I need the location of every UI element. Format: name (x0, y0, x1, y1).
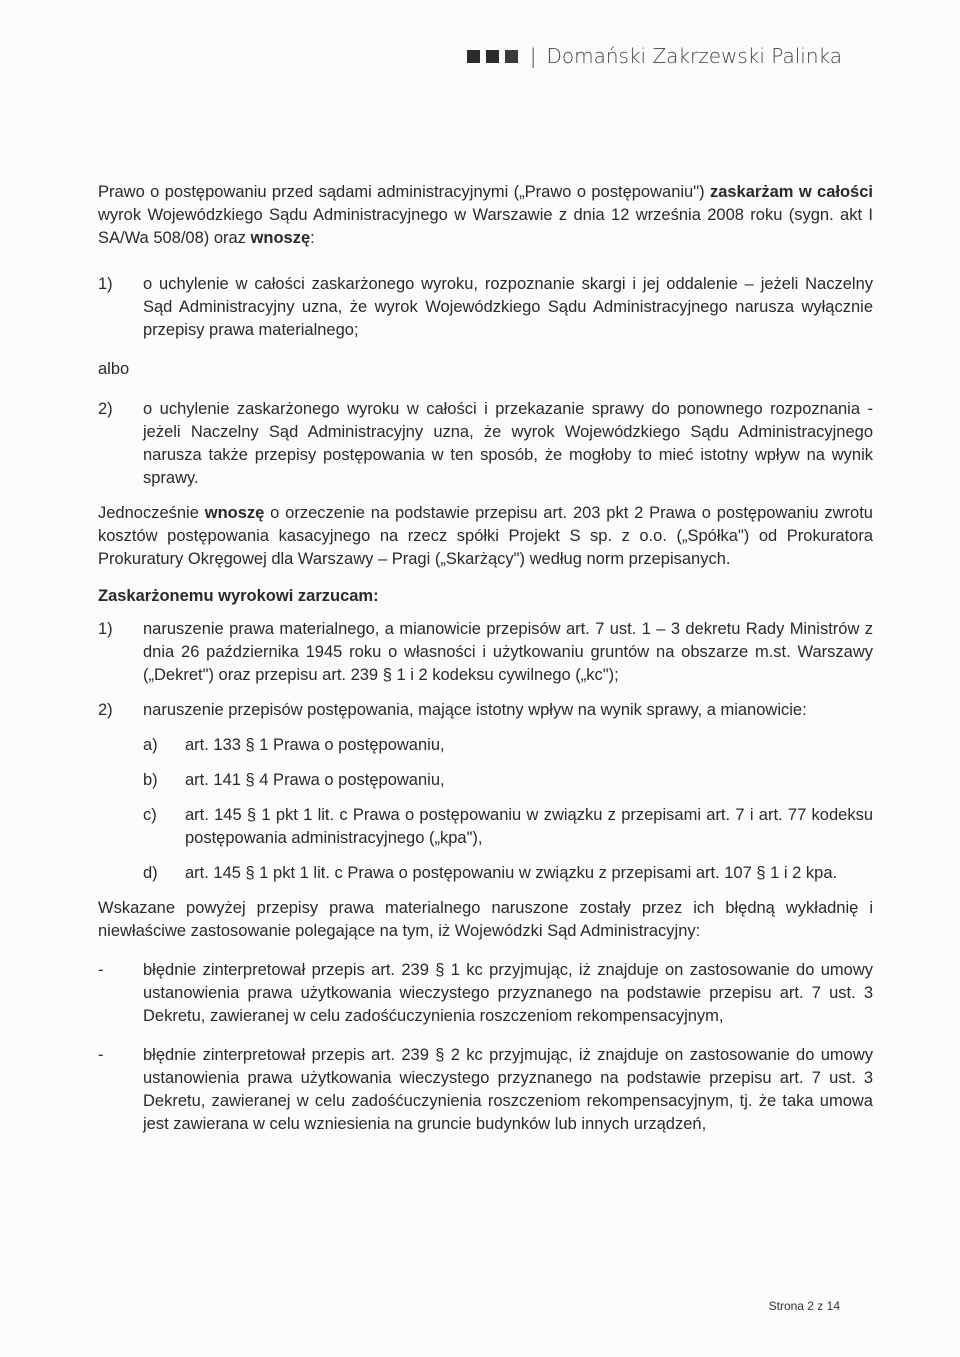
intro-emphasis: zaskarżam w całości (709, 183, 873, 201)
charge-number: 1) (98, 620, 113, 638)
bullet-dash: - (98, 1046, 104, 1064)
request-text: o uchylenie w całości zaskarżonego wyroku, rozpoznanie skargi i jej oddalenie – jeżeli Naczelny Sąd Administracyjny uzna, że wyrok Wojewódzkiego Sądu Administracyjnego narusza wyłącznie przepisy prawa materialnego; (143, 275, 873, 339)
header-separator: | (529, 44, 537, 68)
charge-number: 2) (98, 701, 113, 719)
explanation-bullet (98, 1044, 873, 1136)
sub-charge-item (143, 769, 873, 792)
sub-charge-letter: c) (143, 806, 157, 824)
charge-text: naruszenie prawa materialnego, a mianowicie przepisów art. 7 ust. 1 – 3 dekretu Rady Ministrów z dnia 26 października 1945 roku o własności i użytkowaniu gruntów na obszarze m.st. Warszawy („Dekret") oraz przepisu art. 239 § 1 i 2 kodeksu cywilnego („kc"); (143, 620, 873, 684)
intro-emphasis: wnoszę (250, 229, 311, 247)
sub-charge-item (143, 804, 873, 850)
bullet-dash: - (98, 961, 104, 979)
intro-text: wyrok Wojewódzkiego Sądu Administracyjnego w Warszawie z dnia 12 września 2008 roku (sygn. akt I SA/Wa 508/08) oraz (98, 206, 873, 247)
logo-square-icon (486, 50, 499, 63)
charge-text: naruszenie przepisów postępowania, mające istotny wpływ na wynik sprawy, a mianowicie: (143, 701, 807, 719)
sub-charge-item (143, 734, 873, 757)
sub-charge-letter: a) (143, 736, 158, 754)
charge-item (98, 699, 873, 722)
letterhead (467, 44, 842, 68)
request-number: 1) (98, 275, 113, 293)
bullet-text: błędnie zinterpretował przepis art. 239 § 2 kc przyjmując, iż znajduje on zastosowanie do umowy ustanowienia prawa użytkowania wieczystego przyznanego na podstawie przepisu art. 7 ust. 3 Dekretu, zawieranej w celu zadośćuczynienia roszczeniom rekompensacyjnym, tj. że taka umowa jest zawierana w celu wzniesienia na gruncie budynków lub innych urządzeń, (143, 1046, 873, 1133)
intro-text: : (310, 229, 315, 247)
document-body (98, 181, 873, 1136)
explanation-bullet (98, 959, 873, 1028)
sub-charge-text: art. 133 § 1 Prawa o postępowaniu, (185, 736, 445, 754)
costs-emphasis: wnoszę (204, 504, 265, 522)
request-item (98, 273, 873, 342)
costs-text: o orzeczenie na podstawie przepisu art. 203 pkt 2 Prawa o postępowaniu zwrotu kosztów postępowania kasacyjnego na rzecz spółki Projekt S sp. z o.o. („Spółka") od Prokuratora Prokuratury Okręgowej dla Warszawy – Pragi („Skarżący") według norm przepisanych. (98, 504, 873, 568)
firm-name: Domański Zakrzewski Palinka (546, 44, 842, 68)
intro-paragraph (98, 181, 873, 250)
charges-heading: Zaskarżonemu wyrokowi zarzucam: (98, 587, 379, 605)
bullet-text: błędnie zinterpretował przepis art. 239 § 1 kc przyjmując, iż znajduje on zastosowanie do umowy ustanowienia prawa użytkowania wieczystego przyznanego na podstawie przepisu art. 7 ust. 3 Dekretu, zawieranej w celu zadośćuczynienia roszczeniom rekompensacyjnym, (143, 961, 873, 1025)
sub-charge-text: art. 145 § 1 pkt 1 lit. c Prawa o postępowaniu w związku z przepisami art. 7 i art. 77 kodeksu postępowania administracyjnego („kpa"), (185, 806, 873, 847)
page-number: Strona 2 z 14 (768, 1299, 840, 1313)
costs-text: Jednocześnie (98, 504, 205, 522)
sub-charge-item (143, 862, 873, 885)
request-number: 2) (98, 400, 113, 418)
sub-charge-text: art. 145 § 1 pkt 1 lit. c Prawa o postępowaniu w związku z przepisami art. 107 § 1 i 2 kpa. (185, 864, 838, 882)
logo-square-icon (505, 50, 518, 63)
request-item (98, 398, 873, 490)
costs-paragraph (98, 502, 873, 571)
logo-square-icon (467, 50, 480, 63)
request-text: o uchylenie zaskarżonego wyroku w całości i przekazanie sprawy do ponownego rozpoznania - jeżeli Naczelny Sąd Administracyjny uzna, że wyrok Wojewódzkiego Sądu Administracyjnego narusza także przepisy postępowania w ten sposób, że mogłoby to mieć istotny wpływ na wynik sprawy. (143, 400, 873, 487)
intro-text: Prawo o postępowaniu przed sądami administracyjnymi („Prawo o postępowaniu") (98, 183, 710, 201)
sub-charge-letter: b) (143, 771, 158, 789)
charge-item (98, 618, 873, 687)
sub-charge-text: art. 141 § 4 Prawa o postępowaniu, (185, 771, 445, 789)
sub-charge-letter: d) (143, 864, 158, 882)
alternative-label: albo (98, 360, 130, 378)
explanation-paragraph: Wskazane powyżej przepisy prawa materialnego naruszone zostały przez ich błędną wykładnię i niewłaściwe zastosowanie polegające na tym, iż Wojewódzki Sąd Administracyjny: (98, 899, 873, 940)
